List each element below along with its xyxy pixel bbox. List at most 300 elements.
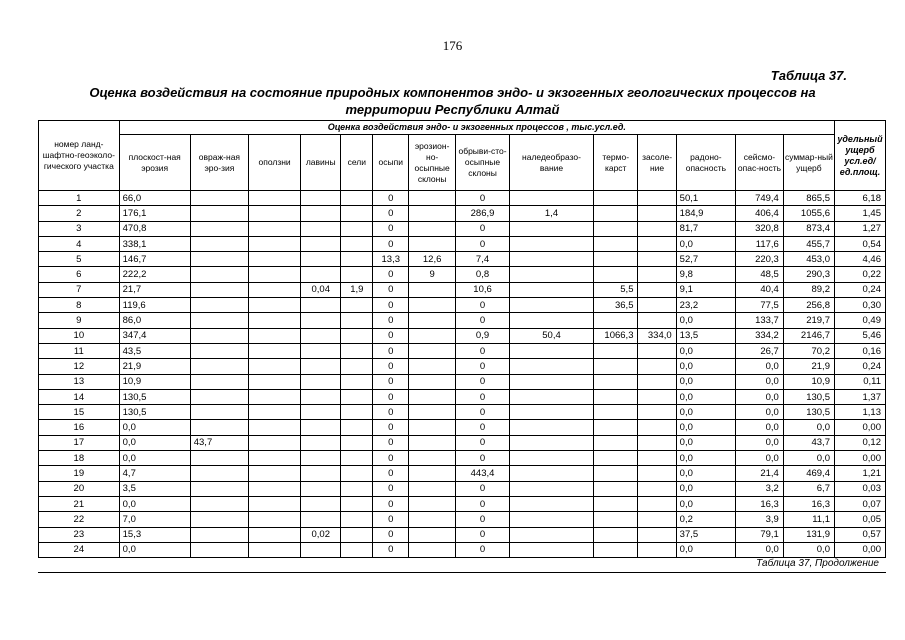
table-cell: 6,18 bbox=[834, 191, 885, 206]
table-cell: 21 bbox=[39, 496, 120, 511]
table-cell: 184,9 bbox=[676, 206, 735, 221]
table-cell bbox=[409, 359, 456, 374]
table-body bbox=[39, 191, 886, 558]
table-cell: 0,0 bbox=[676, 435, 735, 450]
table-cell bbox=[301, 343, 341, 358]
table-cell bbox=[593, 191, 638, 206]
table-row bbox=[39, 206, 886, 221]
table-cell bbox=[341, 359, 373, 374]
table-cell: 0,0 bbox=[736, 542, 784, 557]
table-cell: 0,0 bbox=[736, 374, 784, 389]
table-cell bbox=[638, 512, 676, 527]
table-cell bbox=[301, 267, 341, 282]
table-cell bbox=[249, 527, 301, 542]
table-cell bbox=[409, 435, 456, 450]
table-cell: 0 bbox=[373, 298, 409, 313]
table-cell: 18 bbox=[39, 451, 120, 466]
table-cell: 5 bbox=[39, 252, 120, 267]
table-cell: 1,45 bbox=[834, 206, 885, 221]
table-cell: 0 bbox=[373, 542, 409, 557]
table-cell: 81,7 bbox=[676, 221, 735, 236]
table-cell: 11 bbox=[39, 343, 120, 358]
table-cell: 0 bbox=[373, 206, 409, 221]
table-cell bbox=[510, 451, 594, 466]
table-title: Оценка воздействия на состояние природных компонентов эндо- и экзогенных геологических процессов на территории Республики Алтай bbox=[89, 85, 816, 117]
table-cell: 5,46 bbox=[834, 328, 885, 343]
table-cell bbox=[341, 191, 373, 206]
table-cell: 222,2 bbox=[119, 267, 190, 282]
table-cell: 470,8 bbox=[119, 221, 190, 236]
table-row bbox=[39, 374, 886, 389]
table-cell bbox=[190, 512, 248, 527]
table-cell bbox=[638, 405, 676, 420]
table-cell bbox=[593, 420, 638, 435]
table-cell bbox=[638, 221, 676, 236]
table-cell: 0,0 bbox=[736, 389, 784, 404]
table-cell: 7 bbox=[39, 282, 120, 297]
table-cell bbox=[249, 481, 301, 496]
table-cell bbox=[341, 374, 373, 389]
table-cell: 0,30 bbox=[834, 298, 885, 313]
table-cell: 0 bbox=[455, 496, 509, 511]
table-cell bbox=[190, 542, 248, 557]
header-process: овраж-ная эро-зия bbox=[190, 135, 248, 191]
table-cell: 10,9 bbox=[119, 374, 190, 389]
table-cell bbox=[249, 328, 301, 343]
table-cell: 21,9 bbox=[783, 359, 834, 374]
table-cell: 0,49 bbox=[834, 313, 885, 328]
header-landscape-number: номер ланд-шафтно-геоэколо-гического участка bbox=[39, 121, 120, 191]
table-cell: 0 bbox=[373, 267, 409, 282]
table-cell: 19 bbox=[39, 466, 120, 481]
table-cell: 0,11 bbox=[834, 374, 885, 389]
table-cell: 0 bbox=[373, 313, 409, 328]
table-cell bbox=[510, 191, 594, 206]
table-cell: 26,7 bbox=[736, 343, 784, 358]
header-process: осыпи bbox=[373, 135, 409, 191]
table-cell: 0,0 bbox=[119, 496, 190, 511]
table-cell: 0,03 bbox=[834, 481, 885, 496]
table-cell bbox=[638, 206, 676, 221]
table-cell bbox=[593, 435, 638, 450]
table-cell: 17 bbox=[39, 435, 120, 450]
table-cell bbox=[301, 496, 341, 511]
table-cell: 256,8 bbox=[783, 298, 834, 313]
table-cell: 0 bbox=[373, 420, 409, 435]
table-cell: 13 bbox=[39, 374, 120, 389]
table-cell bbox=[301, 481, 341, 496]
table-cell bbox=[190, 191, 248, 206]
table-cell: 1,27 bbox=[834, 221, 885, 236]
table-row bbox=[39, 389, 886, 404]
table-cell bbox=[341, 527, 373, 542]
table-cell: 1,13 bbox=[834, 405, 885, 420]
table-cell bbox=[409, 496, 456, 511]
table-cell: 290,3 bbox=[783, 267, 834, 282]
table-cell bbox=[638, 496, 676, 511]
table-cell: 36,5 bbox=[593, 298, 638, 313]
table-cell: 23 bbox=[39, 527, 120, 542]
table-cell bbox=[341, 420, 373, 435]
table-cell bbox=[510, 542, 594, 557]
table-cell bbox=[409, 236, 456, 251]
table-row bbox=[39, 359, 886, 374]
table-cell bbox=[593, 236, 638, 251]
table-cell bbox=[301, 191, 341, 206]
table-cell bbox=[190, 236, 248, 251]
table-cell bbox=[190, 374, 248, 389]
table-cell bbox=[638, 527, 676, 542]
table-cell bbox=[341, 298, 373, 313]
table-cell bbox=[249, 435, 301, 450]
page-number: 176 bbox=[442, 38, 463, 53]
table-cell: 0 bbox=[455, 236, 509, 251]
table-cell: 347,4 bbox=[119, 328, 190, 343]
table-cell: 1,21 bbox=[834, 466, 885, 481]
table-cell: 0,05 bbox=[834, 512, 885, 527]
table-cell bbox=[510, 405, 594, 420]
table-row bbox=[39, 466, 886, 481]
continuation-note: Таблица 37, Продолжение bbox=[756, 558, 879, 569]
table-cell bbox=[409, 191, 456, 206]
header-process: засоле-ние bbox=[638, 135, 676, 191]
table-cell bbox=[249, 389, 301, 404]
table-cell bbox=[341, 206, 373, 221]
table-row bbox=[39, 267, 886, 282]
table-cell: 146,7 bbox=[119, 252, 190, 267]
table-cell bbox=[409, 466, 456, 481]
table-cell bbox=[249, 298, 301, 313]
table-cell bbox=[190, 313, 248, 328]
table-cell: 0,0 bbox=[736, 405, 784, 420]
table-row bbox=[39, 435, 886, 450]
table-cell: 0,0 bbox=[676, 405, 735, 420]
table-cell bbox=[638, 313, 676, 328]
table-cell bbox=[341, 343, 373, 358]
table-cell: 0,0 bbox=[783, 451, 834, 466]
table-cell: 0 bbox=[373, 328, 409, 343]
table-cell bbox=[301, 374, 341, 389]
table-cell: 749,4 bbox=[736, 191, 784, 206]
table-cell: 1,37 bbox=[834, 389, 885, 404]
table-cell bbox=[510, 512, 594, 527]
table-cell bbox=[190, 481, 248, 496]
table-cell bbox=[190, 389, 248, 404]
table-cell bbox=[301, 451, 341, 466]
table-cell: 1,4 bbox=[510, 206, 594, 221]
table-cell bbox=[249, 267, 301, 282]
table-cell bbox=[593, 206, 638, 221]
table-cell bbox=[301, 236, 341, 251]
table-cell: 0,0 bbox=[736, 451, 784, 466]
header-process: плоскост-ная эрозия bbox=[119, 135, 190, 191]
table-cell bbox=[593, 267, 638, 282]
table-cell bbox=[341, 236, 373, 251]
table-cell bbox=[341, 313, 373, 328]
table-cell bbox=[190, 359, 248, 374]
header-specific-damage: удельный ущерб усл.ед/ ед.площ. bbox=[834, 121, 885, 191]
table-cell: 406,4 bbox=[736, 206, 784, 221]
table-cell bbox=[638, 359, 676, 374]
table-cell: 0 bbox=[373, 435, 409, 450]
table-row bbox=[39, 512, 886, 527]
table-cell bbox=[409, 374, 456, 389]
table-cell: 0,07 bbox=[834, 496, 885, 511]
table-cell: 0,0 bbox=[119, 451, 190, 466]
table-cell bbox=[638, 542, 676, 557]
header-process: суммар-ный ущерб bbox=[783, 135, 834, 191]
table-cell bbox=[638, 236, 676, 251]
table-cell bbox=[301, 328, 341, 343]
table-cell bbox=[638, 466, 676, 481]
table-cell bbox=[409, 389, 456, 404]
table-cell bbox=[638, 267, 676, 282]
table-cell bbox=[249, 282, 301, 297]
table-cell: 176,1 bbox=[119, 206, 190, 221]
table-cell: 0 bbox=[373, 496, 409, 511]
table-cell: 9,8 bbox=[676, 267, 735, 282]
table-cell: 0,04 bbox=[301, 282, 341, 297]
footer-divider bbox=[38, 572, 886, 573]
table-cell: 0,22 bbox=[834, 267, 885, 282]
table-cell: 21,4 bbox=[736, 466, 784, 481]
table-cell: 43,7 bbox=[190, 435, 248, 450]
table-cell bbox=[638, 420, 676, 435]
table-cell: 0,0 bbox=[676, 236, 735, 251]
table-cell: 0 bbox=[373, 466, 409, 481]
table-cell bbox=[190, 527, 248, 542]
table-cell bbox=[341, 405, 373, 420]
table-cell: 0,0 bbox=[676, 313, 735, 328]
table-cell: 3,9 bbox=[736, 512, 784, 527]
table-cell bbox=[190, 252, 248, 267]
table-cell bbox=[409, 298, 456, 313]
table-cell bbox=[638, 298, 676, 313]
table-cell: 130,5 bbox=[119, 405, 190, 420]
table-cell: 0 bbox=[455, 451, 509, 466]
table-row bbox=[39, 328, 886, 343]
table-cell bbox=[249, 313, 301, 328]
table-cell: 0 bbox=[455, 527, 509, 542]
table-cell: 8 bbox=[39, 298, 120, 313]
table-cell: 334,0 bbox=[638, 328, 676, 343]
table-cell bbox=[638, 451, 676, 466]
table-cell: 0,00 bbox=[834, 451, 885, 466]
table-cell: 0 bbox=[373, 221, 409, 236]
table-cell: 0,24 bbox=[834, 359, 885, 374]
table-cell bbox=[510, 435, 594, 450]
table-cell bbox=[341, 512, 373, 527]
table-cell: 21,9 bbox=[119, 359, 190, 374]
table-cell: 86,0 bbox=[119, 313, 190, 328]
table-cell: 0 bbox=[455, 481, 509, 496]
table-cell: 2146,7 bbox=[783, 328, 834, 343]
table-cell bbox=[593, 374, 638, 389]
table-cell: 0 bbox=[373, 282, 409, 297]
table-cell: 0,0 bbox=[676, 496, 735, 511]
table-cell bbox=[341, 389, 373, 404]
table-cell bbox=[510, 527, 594, 542]
table-cell bbox=[190, 343, 248, 358]
table-cell: 0 bbox=[455, 512, 509, 527]
table-cell bbox=[510, 221, 594, 236]
table-cell bbox=[301, 466, 341, 481]
table-cell: 469,4 bbox=[783, 466, 834, 481]
table-cell bbox=[593, 313, 638, 328]
table-cell: 130,5 bbox=[783, 405, 834, 420]
table-cell: 0 bbox=[455, 542, 509, 557]
table-cell: 455,7 bbox=[783, 236, 834, 251]
table-cell bbox=[341, 267, 373, 282]
table-row bbox=[39, 282, 886, 297]
table-cell: 37,5 bbox=[676, 527, 735, 542]
table-cell bbox=[249, 252, 301, 267]
table-cell bbox=[249, 420, 301, 435]
table-cell: 130,5 bbox=[119, 389, 190, 404]
table-cell bbox=[249, 374, 301, 389]
table-cell: 0,0 bbox=[119, 435, 190, 450]
table-cell: 50,4 bbox=[510, 328, 594, 343]
table-cell: 320,8 bbox=[736, 221, 784, 236]
table-cell: 7,4 bbox=[455, 252, 509, 267]
table-cell: 2 bbox=[39, 206, 120, 221]
table-cell bbox=[510, 389, 594, 404]
table-cell bbox=[409, 313, 456, 328]
table-row bbox=[39, 221, 886, 236]
table-cell bbox=[409, 542, 456, 557]
table-cell: 0 bbox=[455, 389, 509, 404]
table-cell bbox=[593, 512, 638, 527]
table-cell bbox=[249, 512, 301, 527]
table-cell: 1066,3 bbox=[593, 328, 638, 343]
table-cell: 0,57 bbox=[834, 527, 885, 542]
table-cell bbox=[341, 435, 373, 450]
table-cell bbox=[510, 420, 594, 435]
table-cell: 0,0 bbox=[676, 420, 735, 435]
table-cell: 219,7 bbox=[783, 313, 834, 328]
table-cell: 453,0 bbox=[783, 252, 834, 267]
table-cell: 0,0 bbox=[676, 343, 735, 358]
table-cell: 0,9 bbox=[455, 328, 509, 343]
table-cell: 9,1 bbox=[676, 282, 735, 297]
table-cell bbox=[593, 389, 638, 404]
table-cell: 0,0 bbox=[783, 542, 834, 557]
table-cell: 873,4 bbox=[783, 221, 834, 236]
table-cell: 0 bbox=[455, 191, 509, 206]
table-cell bbox=[409, 206, 456, 221]
table-cell bbox=[510, 481, 594, 496]
table-cell bbox=[249, 496, 301, 511]
table-cell: 0,0 bbox=[676, 451, 735, 466]
table-cell bbox=[510, 466, 594, 481]
table-cell: 0,00 bbox=[834, 420, 885, 435]
table-cell bbox=[341, 451, 373, 466]
table-cell bbox=[638, 191, 676, 206]
table-cell bbox=[593, 359, 638, 374]
table-cell: 13,5 bbox=[676, 328, 735, 343]
table-cell: 119,6 bbox=[119, 298, 190, 313]
table-cell: 12,6 bbox=[409, 252, 456, 267]
table-cell bbox=[409, 527, 456, 542]
table-cell: 43,5 bbox=[119, 343, 190, 358]
table-cell bbox=[510, 236, 594, 251]
table-row bbox=[39, 496, 886, 511]
table-cell bbox=[249, 405, 301, 420]
table-cell: 4,7 bbox=[119, 466, 190, 481]
table-cell: 16,3 bbox=[736, 496, 784, 511]
header-process: эрозион-но-осыпные склоны bbox=[409, 135, 456, 191]
table-cell: 131,9 bbox=[783, 527, 834, 542]
table-cell bbox=[301, 298, 341, 313]
table-cell: 10 bbox=[39, 328, 120, 343]
table-cell bbox=[510, 267, 594, 282]
table-cell: 0 bbox=[373, 359, 409, 374]
table-cell bbox=[301, 512, 341, 527]
data-table bbox=[38, 120, 886, 558]
table-cell: 0,0 bbox=[676, 374, 735, 389]
table-cell: 52,7 bbox=[676, 252, 735, 267]
table-cell: 0,2 bbox=[676, 512, 735, 527]
table-cell: 48,5 bbox=[736, 267, 784, 282]
table-cell bbox=[190, 451, 248, 466]
table-cell bbox=[638, 343, 676, 358]
table-cell: 43,7 bbox=[783, 435, 834, 450]
table-cell bbox=[409, 282, 456, 297]
table-row bbox=[39, 481, 886, 496]
table-cell: 10,6 bbox=[455, 282, 509, 297]
table-cell: 66,0 bbox=[119, 191, 190, 206]
table-cell: 0,0 bbox=[676, 481, 735, 496]
table-cell: 3 bbox=[39, 221, 120, 236]
table-cell: 0 bbox=[373, 343, 409, 358]
header-process: радоно-опасность bbox=[676, 135, 735, 191]
table-cell bbox=[249, 206, 301, 221]
table-cell bbox=[190, 405, 248, 420]
table-cell: 0 bbox=[455, 343, 509, 358]
table-cell: 0,0 bbox=[676, 389, 735, 404]
header-process: обрыви-сто-осыпные склоны bbox=[455, 135, 509, 191]
table-cell: 0,0 bbox=[676, 466, 735, 481]
table-cell: 1,9 bbox=[341, 282, 373, 297]
table-cell: 286,9 bbox=[455, 206, 509, 221]
table-cell: 10,9 bbox=[783, 374, 834, 389]
table-cell bbox=[593, 481, 638, 496]
table-cell: 0 bbox=[455, 221, 509, 236]
table-cell: 16,3 bbox=[783, 496, 834, 511]
table-cell bbox=[249, 359, 301, 374]
table-cell: 334,2 bbox=[736, 328, 784, 343]
table-cell bbox=[341, 496, 373, 511]
table-cell: 15,3 bbox=[119, 527, 190, 542]
table-cell: 0 bbox=[373, 191, 409, 206]
header-process: наледеобразо-вание bbox=[510, 135, 594, 191]
table-cell: 130,5 bbox=[783, 389, 834, 404]
table-cell bbox=[593, 527, 638, 542]
table-cell: 117,6 bbox=[736, 236, 784, 251]
table-cell: 5,5 bbox=[593, 282, 638, 297]
header-process: сейсмо-опас-ность bbox=[736, 135, 784, 191]
table-cell bbox=[190, 282, 248, 297]
table-cell: 0,0 bbox=[119, 420, 190, 435]
table-cell: 0,0 bbox=[676, 359, 735, 374]
header-process: лавины bbox=[301, 135, 341, 191]
table-cell: 443,4 bbox=[455, 466, 509, 481]
table-cell: 12 bbox=[39, 359, 120, 374]
table-cell: 9 bbox=[39, 313, 120, 328]
table-cell: 16 bbox=[39, 420, 120, 435]
table-cell bbox=[301, 420, 341, 435]
table-cell: 0,0 bbox=[736, 435, 784, 450]
